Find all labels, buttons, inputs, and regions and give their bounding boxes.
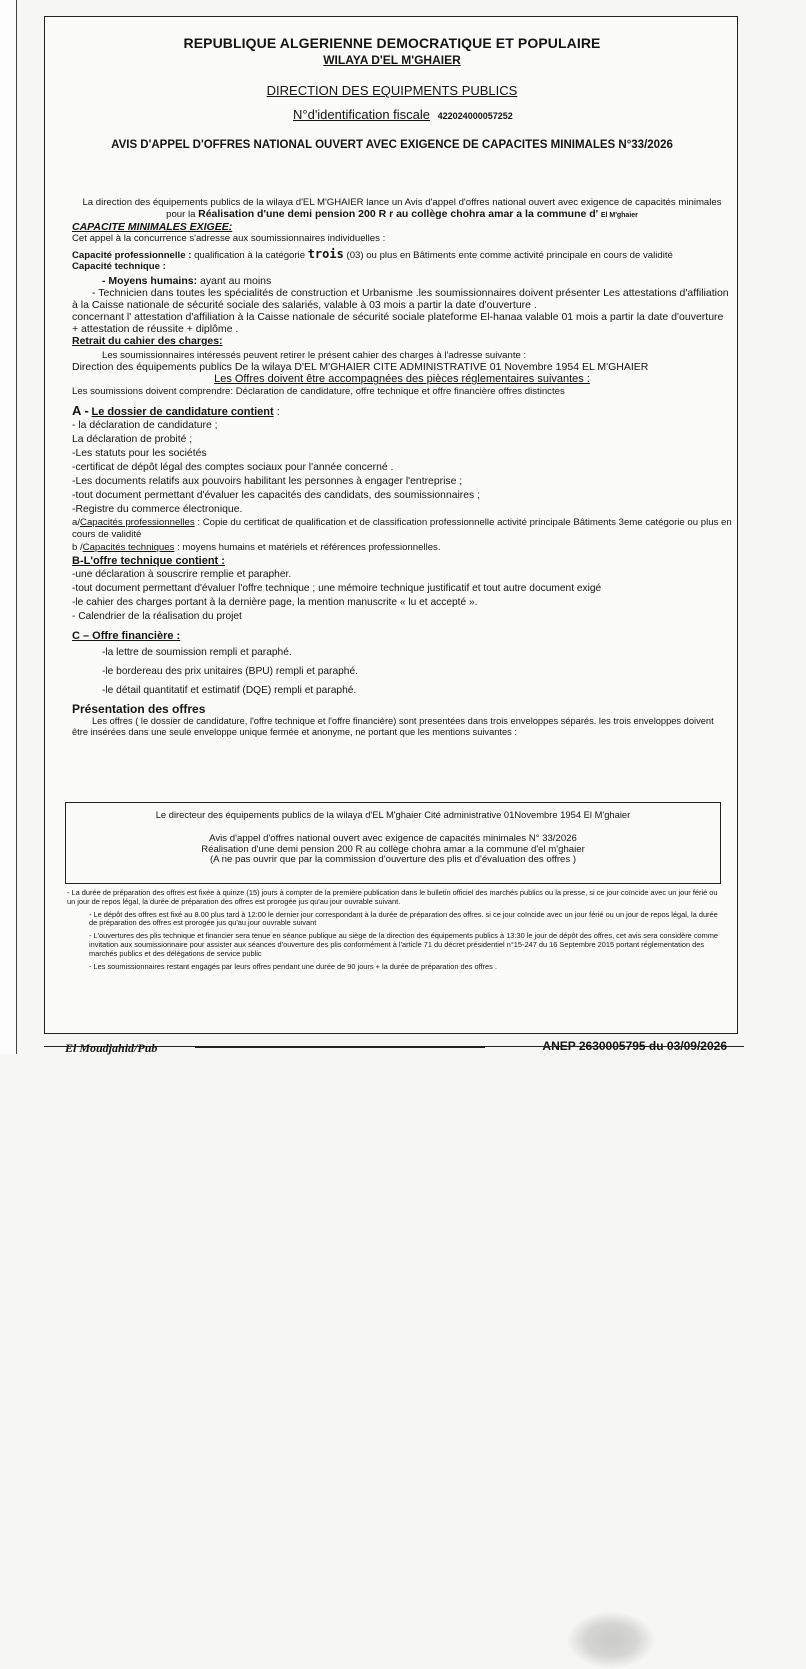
section-a-title: Le dossier de candidature contient [91,406,274,419]
a-cap-prof-prefix: a/ [72,517,81,529]
list-item: -la lettre de soumission rempli et paraphé. [102,647,292,659]
list-item: -le cahier des charges portant à la dernière page, la mention manuscrite « lu et accepté ». [72,597,478,609]
presentation-text: Les offres ( le dossier de candidature, l'offre technique et l'offre financière) sont presentées dans trois enveloppes séparés. les trois enveloppes doivent être insérées dans une seule enveloppe unique fermée et anonyme, ne portant que les mentions suivantes : [72,716,714,737]
cap-tech-label: Capacité technique : [72,260,166,272]
envelope-addressee: Le directeur des équipements publics de la wilaya d'EL M'ghaier Cité administrative 01Novembre 1954 El M'ghaier [155,809,631,820]
presentation-heading: Présentation des offres [72,702,206,717]
list-item: -Les statuts pour les sociétés [72,448,207,460]
moyens-line [72,275,732,287]
cap-prof [72,246,732,261]
envelope-line-2: Réalisation d'une demi pension 200 R au collège chohra amar a la commune d'el m'ghaier [201,843,585,855]
envelope-line-1: Avis d'appel d'offres national ouvert avec exigence de capacités minimales N° 33/2026 [209,833,577,844]
cap-prof-category: trois [307,246,344,261]
country-heading: REPUBLIQUE ALGERIENNE DEMOCRATIQUE ET POPULAIRE [183,35,601,51]
section-c-list [72,643,732,700]
list-item: La déclaration de probité ; [72,434,193,446]
list-item: -tout document permettant d'évaluer les capacités des candidats, des soumissionnaires ; [72,490,481,502]
notes-section [67,889,727,975]
moyens-text: ayant au moins [200,275,272,288]
fiscal-id [293,107,513,122]
technicien-paragraph: - Technicien dans toutes les spécialités de construction et Urbanisme .les soumissionnaires doivent présenter Les attestations d'affiliation à la Caisse nationale de sécurité sociale des salariés, valable à 03 mois a partir la date d'ouverture . [72,287,729,312]
list-item: -Les documents relatifs aux pouvoirs habilitant les personnes à engager l'entreprise ; [72,476,463,488]
cap-line1: Cet appel à la concurrence s'adresse aux soumissionnaires individuelles : [72,233,386,245]
section-c-heading: C – Offre financière : [72,630,181,643]
intro-commune: El M'ghaier [600,212,638,220]
announcement-frame [44,16,738,1055]
retrait-line: Les soumissionnaires intéressés peuvent retirer le présent cahier des charges à l'adresse suivante : [102,350,527,362]
envelope-line-3: (A ne pas ouvrir que par la commission d'ouverture des plis et d'évaluation des offres ) [209,854,577,866]
publisher-label: El Moudjahid/Pub [65,1041,158,1055]
announcement-body [72,197,732,737]
section-a-list [72,419,732,517]
envelope-box [65,802,721,884]
moyens-label: - Moyens humains: [102,275,198,288]
adjacent-page-edge [0,0,17,1054]
note-item: - Les soumissionnaires restant engagés par leurs offres pendant une durée de 90 jours + la durée de préparation des offres . [89,961,497,971]
avis-title: AVIS D'APPEL D'OFFRES NATIONAL OUVERT AVEC EXIGENCE DE CAPACITES MINIMALES N°33/2026 [111,139,673,151]
fiscal-id-value: 422024000057252 [437,111,513,121]
offres-line: Les soumissions doivent comprendre: Déclaration de candidature, offre technique et offre financière offres distinctes [72,386,565,398]
b-cap-tech-text: : moyens humains et matériels et références professionnelles. [177,541,441,553]
a-cap-prof-text: : Copie du certificat de qualification et de classification professionnelle activité principale Bâtiments 3eme catégorie ou plus en cours de validité [72,517,732,540]
section-b-list [72,568,732,624]
fiscal-id-label: N°d'identification fiscale [293,107,431,122]
wilaya-heading: WILAYA D'EL M'GHAIER [323,53,461,67]
note-item: - L'ouvertures des plis technique et financier sera tenue en séance publique au siège de la direction des équipements publics à 13:30 le jour de dépôt des offres, cet avis sera considère comme invitation aux soumissionnaire pour assister aux séances d'ouverture des plis conformément à l'article 71 du décret présidentiel n°15-247 du 16 Septembre 2015 portant réglementation des marchés publics et des délégations de service public [89,931,719,958]
section-a-heading: A - Le dossier de candidature contient : [72,403,280,419]
offres-heading: Les Offres doivent être accompagnées des pièces réglementaires suivantes : [214,373,590,386]
cap-heading: CAPACITE MINIMALES EXIGEE: [72,221,233,234]
list-item: -tout document permettant d'évaluer l'offre technique ; une mémoire technique justificatif et tout autre document exigé [72,583,602,595]
b-cap-tech-label: Capacités techniques [82,541,175,553]
list-item: -Registre du commerce électronique. [72,504,243,516]
intro-project: Réalisation d'une demi pension 200 R r au collège chohra amar a la commune d' [198,208,599,221]
list-item: - la déclaration de candidature ; [72,420,218,432]
direction-heading: DIRECTION DES EQUIPMENTS PUBLICS [266,83,518,98]
note-item: - Le dépôt des offres est fixé au 8.00 plus tard à 12:00 le dernier jour correspondant à la durée de préparation des offres. si ce jour coïncide avec un jour férié ou un jour de repos légal, la durée de préparation des offres est prorogée jus qu'au jour ouvrable suivant [89,909,718,928]
section-a-prefix: A - [72,403,89,419]
cap-prof-text2: (03) ou plus en Bâtiments ente comme activité principale en cours de validité [346,249,673,261]
concernant-paragraph: concernant l' attestation d'affiliation à la Caisse nationale de sécurité sociale plateforme El-hanaa valable 01 mois a partir la date d'ouverture + attestation de réussite + diplôme . [72,311,724,336]
section-b-heading: B-L'offre technique contient : [72,555,225,568]
cap-prof-label: Capacité professionnelle : [72,249,192,261]
list-item: -certificat de dépôt légal des comptes sociaux pour l'année concerné . [72,462,394,474]
address-line: Direction des équipements publics De la wilaya D'EL M'GHAIER CITE ADMINISTRATIVE 01 Novembre 1954 EL M'GHAIER [72,361,649,374]
list-item: -le détail quantitatif et estimatif (DQE) rempli et paraphé. [102,685,357,697]
stamp-mark [566,1611,656,1669]
list-item: - Calendrier de la réalisation du projet [72,611,242,623]
a-cap-prof [72,517,732,539]
list-item: -une déclaration à souscrire remplie et parapher. [72,569,292,581]
note-item: - La durée de préparation des offres est fixée à quinze (15) jours à compter de la première publication dans le bulletin officiel des marchés publics ou la presse, si ce jour coïncide avec un jour férié ou un jour de repos légal, la durée de préparation des offres est prorogée jus qu'au jour ouvrable suivant. [67,888,718,906]
envelope-details [66,834,720,866]
b-cap-tech-prefix: b / [72,541,83,553]
cap-prof-text1: qualification à la catégorie [194,249,306,261]
b-cap-tech [72,542,732,553]
list-item: -le bordereau des prix unitaires (BPU) rempli et paraphé. [102,666,358,678]
retrait-heading: Retrait du cahier des charges: [72,335,223,348]
a-cap-prof-label: Capacités professionnelles [80,517,195,529]
anep-reference: ANEP 2630005795 du 03/09/2026 [542,1039,727,1053]
intro-text: La direction des équipements publics de la wilaya d'EL M'GHAIER lance un Avis d'appel d'offres national ouvert avec exigence de capacités minimales pour la [82,197,722,221]
intro-paragraph [72,197,732,221]
